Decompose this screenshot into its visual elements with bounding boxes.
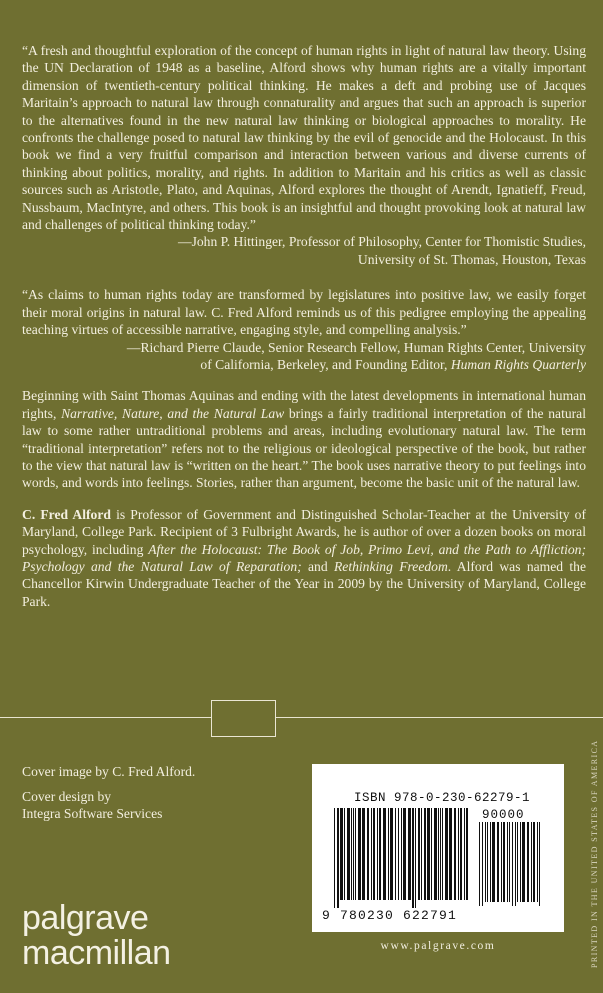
barcode-bar <box>485 822 486 902</box>
barcode-bar <box>344 808 345 900</box>
cover-credits <box>22 763 282 830</box>
author-bio: C. Fred Alford is Professor of Government and Distinguished Scholar-Teacher at the University of Maryland, College Park. Recipient of 3 Fulbright Awards, he is author of over a dozen books on moral psychology, including After the Holocaust: The Book of Job, Primo Levi, and the Path to Affliction; Psychology and the Natural Law of Reparation; and Rethinking Freedom. Alford was named the Chancellor Kirwin Undergraduate Teacher of the Year in 2009 by the University of Maryland, College Park. <box>22 506 586 609</box>
barcode-bar <box>401 808 402 900</box>
barcode-bar <box>445 808 448 900</box>
isbn-text: ISBN 978-0-230-62279-1 <box>354 791 531 805</box>
barcode-bar <box>377 808 378 900</box>
barcode-bar <box>482 822 483 906</box>
barcode-bar <box>497 822 499 902</box>
barcode-bar <box>337 808 339 908</box>
barcode-bar <box>440 808 441 900</box>
barcode-bar <box>371 808 372 900</box>
barcode-bar <box>449 808 452 900</box>
book-description: Beginning with Saint Thomas Aquinas and ending with the latest developments in international human rights, Narrative, Nature, and the Natural Law brings a fairly traditional interpretation of the natural law to some rather untraditional problems and areas, including evolutionary natural law. The term “traditional interpretation” refers not to the religious or ideological perspective of the book, but rather to the view that natural law is “written on the heart.” The book uses narrative theory to put feelings into words, and words into feelings. Stories, rather than argument, become the basic unit of the natural law. <box>22 388 586 491</box>
barcode-bar <box>434 808 437 900</box>
barcode-bar <box>427 808 430 900</box>
barcode-bar <box>383 808 386 900</box>
publisher-url-strip <box>312 932 564 961</box>
barcode-bar <box>479 822 480 906</box>
barcode-bar <box>367 808 369 900</box>
barcode-bar <box>492 822 495 902</box>
barcode-bar <box>515 822 516 906</box>
barcode-bar <box>503 822 505 902</box>
barcode-panel <box>312 764 564 960</box>
barcode-bar <box>531 822 532 902</box>
barcode-bar <box>355 808 356 900</box>
barcode-bar <box>390 808 393 900</box>
publisher-logo <box>22 900 171 970</box>
barcode-bar <box>527 822 529 902</box>
barcode-bar <box>501 822 502 902</box>
barcode-bar <box>347 808 350 900</box>
barcode-bar <box>512 822 513 906</box>
barcode-bar <box>362 808 365 900</box>
barcode-ean13 <box>332 808 472 908</box>
barcode-bar <box>388 808 389 900</box>
logo-palgrave: palgrave <box>22 899 149 937</box>
barcode-bar <box>358 808 361 900</box>
barcode-bar <box>421 808 422 900</box>
barcode-bar <box>412 808 414 908</box>
attribution-hittinger-line2: University of St. Thomas, Houston, Texas <box>357 251 586 267</box>
barcode-bar <box>403 808 406 900</box>
barcode-bar <box>509 822 510 902</box>
barcode-bar <box>464 808 465 900</box>
barcode-addon <box>477 822 545 906</box>
author-name: C. Fred Alford <box>22 506 111 522</box>
barcode-bar <box>507 822 508 902</box>
barcode-bar <box>438 808 439 900</box>
logo-macmillan: macmillan <box>22 934 171 972</box>
printed-in-usa-side-text: PRINTED IN THE UNITED STATES OF AMERICA <box>590 739 599 968</box>
barcode-bar <box>340 808 343 900</box>
barcode-addon-number: 90000 <box>482 808 525 822</box>
barcode-bar <box>522 822 525 902</box>
barcode-bar <box>533 822 535 902</box>
barcode-bar <box>424 808 426 900</box>
barcode-bar <box>373 808 375 900</box>
barcode-bar <box>353 808 354 900</box>
barcode-bar <box>458 808 459 900</box>
attribution-hittinger-line1: —John P. Hittinger, Professor of Philosophy, Center for Thomistic Studies, <box>177 234 586 250</box>
barcode-bar <box>334 808 335 908</box>
barcode-bar <box>537 822 538 902</box>
barcode-bar <box>408 808 411 900</box>
barcode-bar <box>418 808 420 900</box>
quote-claude: “As claims to human rights today are transformed by legislatures into positive law, we easily forget their moral origins in natural law. C. Fred Alford reminds us of this pedigree employing the appealing teaching virtues of accessible narrative, engaging style, and compelling analysis.” <box>22 287 586 338</box>
barcode-bar <box>454 808 456 900</box>
cover-design-credit: Cover design by Integra Software Services <box>22 789 163 821</box>
barcode-bar <box>415 808 416 908</box>
barcode-number: 9 780230 622791 <box>322 908 458 923</box>
cover-text <box>22 42 586 610</box>
barcode-bar <box>398 808 399 900</box>
barcode-bar <box>379 808 381 900</box>
attribution-claude-line2: of California, Berkeley, and Founding Editor, Human Rights Quarterly <box>200 356 586 372</box>
barcode-bar <box>487 822 488 902</box>
attribution-claude-line1: —Richard Pierre Claude, Senior Research Fellow, Human Rights Center, University <box>126 339 586 355</box>
barcode-bar <box>431 808 432 900</box>
cover-image-credit: Cover image by C. Fred Alford. <box>22 764 196 779</box>
barcode-bar <box>460 808 462 900</box>
divider-left <box>0 717 211 718</box>
divider-right <box>276 717 603 718</box>
barcode-bar <box>520 822 521 902</box>
barcode-bar <box>442 808 443 900</box>
barcode-bar <box>490 822 491 902</box>
quote-hittinger: “A fresh and thoughtful exploration of the concept of human rights in light of natural law theory. Using the UN Declaration of 1948 as a baseline, Alford shows why human rights are a vitally important dimension of twentieth-century political thinking. He makes a deft and probing use of Jacques Maritain’s approach to natural law through connaturality and argues that such an approach is superior to the alternatives found in the new natural law thinking or biological approaches to morality. He confronts the challenge posed to natural law thinking by the evil of genocide and the Holocaust. In this book we find a very fruitful comparison and interaction between various and diverse currents of thinking about politics, morality, and rights. In addition to Maritain and his critics as well as classic sources such as Aristotle, Plato, and Aquinas, Alford explores the thought of Arendt, Ignatieff, Freud, Nussbaum, MacIntyre, and others. This book is an insightful and thought provoking look at natural law and challenges of political thinking today.” <box>22 43 586 233</box>
barcode-bar <box>395 808 396 900</box>
barcode-bar <box>539 822 540 906</box>
decorative-square <box>211 700 276 737</box>
barcode-bar <box>517 822 518 902</box>
barcode-bar <box>466 808 468 900</box>
publisher-url[interactable]: www.palgrave.com <box>380 940 496 952</box>
barcode-bar <box>351 808 352 900</box>
